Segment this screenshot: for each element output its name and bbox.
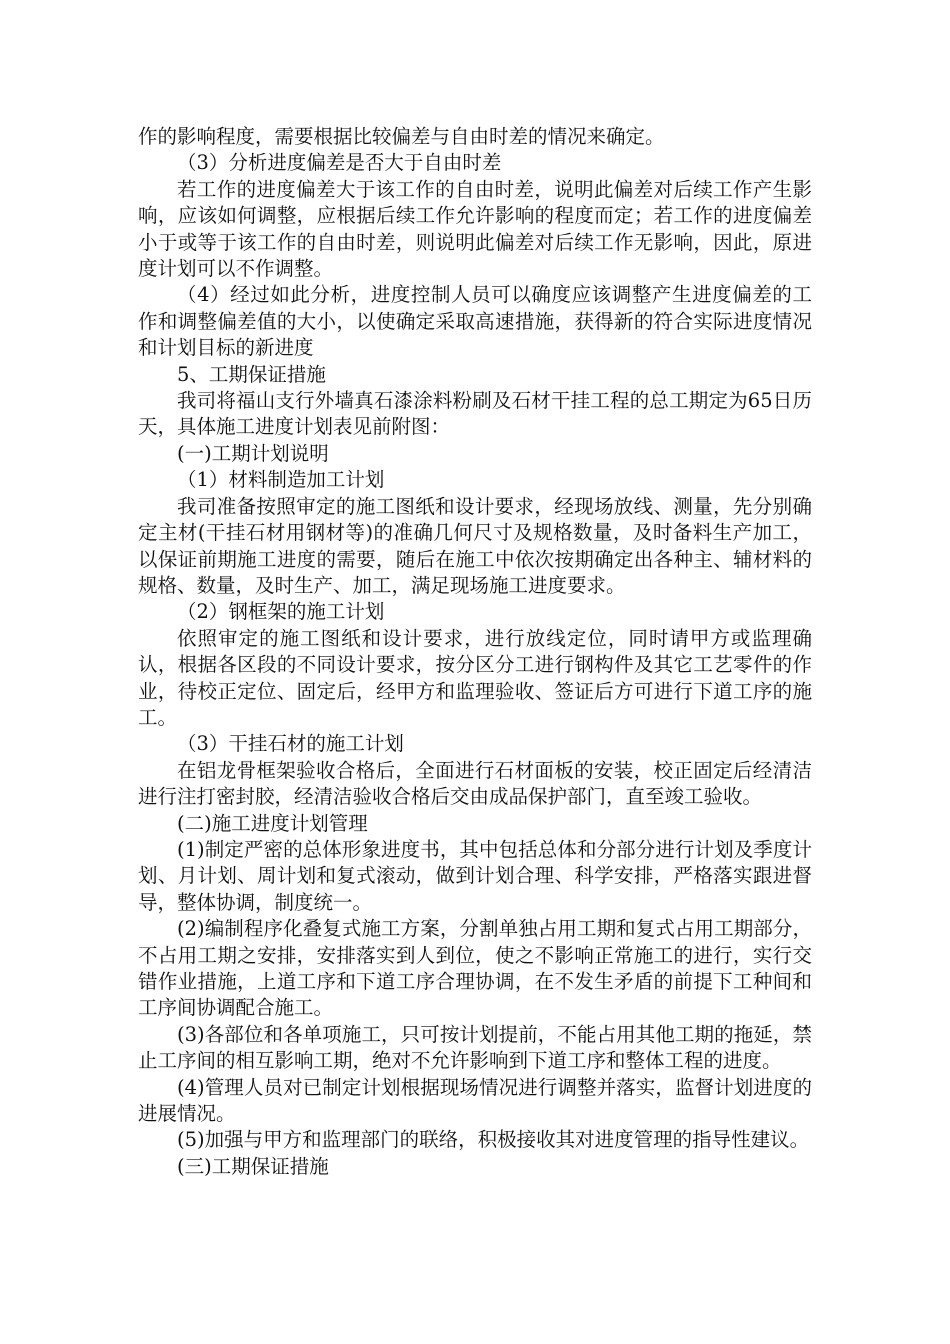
paragraph-management-1: (1)制定严密的总体形象进度书，其中包括总体和分部分进行计划及季度计划、月计划、周计划和复式滚动，做到计划合理、科学安排，严格落实跟进督导，整体协调，制度统一。: [138, 837, 812, 914]
paragraph-management-3: (3)各部位和各单项施工，只可按计划提前，不能占用其他工期的拖延，禁止工序间的相互影响工期，绝对不允许影响到下道工序和整体工程的进度。: [138, 1022, 812, 1073]
paragraph-heading-stone-cladding: （3）干挂石材的施工计划: [177, 732, 404, 756]
paragraph-management-2: (2)编制程序化叠复式施工方案，分割单独占用工期和复式占用工期部分，不占用工期之安排，安排落实到人到位，使之不影响正常施工的进行，实行交错作业措施，上道工序和下道工序合理协调，在不发生矛盾的前提下工种间和工序间协调配合施工。: [138, 917, 812, 1020]
paragraph-heading-steel-frame: （2）钢框架的施工计划: [177, 600, 385, 624]
subsection-title-schedule-plan: (一)工期计划说明: [177, 441, 329, 465]
paragraph-material-plan: 我司准备按照审定的施工图纸和设计要求，经现场放线、测量，先分别确定主材(干挂石材用钢材等)的准确几何尺寸及规格数量，及时备料生产加工，以保证前期施工进度的需要，随后在施工中依次按期确定出各种主、辅材料的规格、数量，及时生产、加工，满足现场施工进度要求。: [138, 494, 812, 597]
subsection-title-guarantee-measures: (三)工期保证措施: [177, 1154, 329, 1178]
paragraph-deviation-analysis: 若工作的进度偏差大于该工作的自由时差，说明此偏差对后续工作产生影响，应该如何调整，应根据后续工作允许影响的程度而定；若工作的进度偏差小于或等于该工作的自由时差，则说明此偏差对后续工作无影响，因此，原进度计划可以不作调整。: [138, 177, 812, 281]
paragraph-management-5: (5)加强与甲方和监理部门的联络，积极接收其对进度管理的指导性建议。: [177, 1128, 810, 1152]
paragraph-steel-frame: 依照审定的施工图纸和设计要求，进行放线定位，同时请甲方或监理确认，根据各区段的不同设计要求，按分区分工进行钢构件及其它工艺零件的作业，待校正定位、固定后，经甲方和监理验收、签证后方可进行下道工序的施工。: [138, 626, 812, 729]
paragraph-heading-3: （3）分析进度偏差是否大于自由时差: [177, 151, 502, 175]
paragraph-continuation: 作的影响程度，需要根据比较偏差与自由时差的情况来确定。: [138, 125, 665, 148]
subsection-title-progress-management: (二)施工进度计划管理: [177, 811, 368, 835]
paragraph-total-duration: 我司将福山支行外墙真石漆涂料粉刷及石材干挂工程的总工期定为65日历天，具体施工进度计划表见前附图：: [138, 389, 812, 439]
paragraph-heading-material-plan: （1）材料制造加工计划: [177, 468, 385, 492]
document-page: [138, 124, 812, 1180]
paragraph-stone-cladding: 在铝龙骨框架验收合格后，全面进行石材面板的安装，校正固定后经清洁进行注打密封胶，经清洁验收合格后交由成品保护部门，直至竣工验收。: [138, 758, 812, 809]
paragraph-management-4: (4)管理人员对已制定计划根据现场情况进行调整并落实，监督计划进度的进展情况。: [138, 1075, 812, 1126]
section-title-schedule-guarantee: 5、工期保证措施: [177, 362, 326, 386]
paragraph-heading-4: （4）经过如此分析，进度控制人员可以确度应该调整产生进度偏差的工作和调整偏差值的大小，以使确定采取高速措施，获得新的符合实际进度情况和计划目标的新进度: [138, 283, 812, 360]
